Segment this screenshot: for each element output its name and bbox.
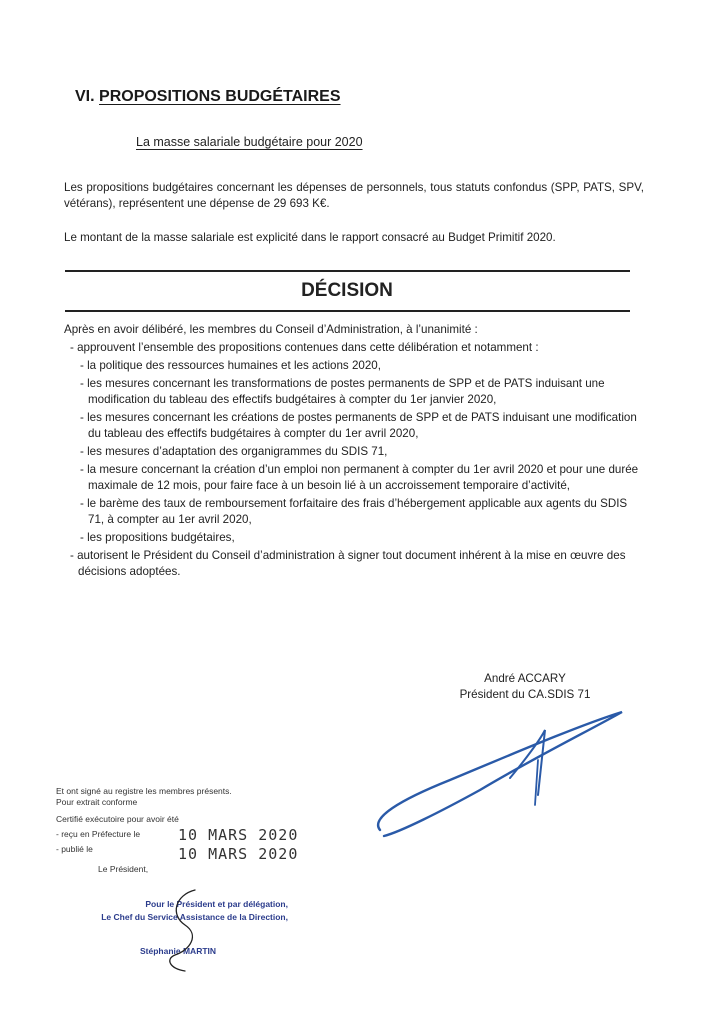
- delegation-line2: Le Chef du Service Assistance de la Direction,: [101, 912, 288, 922]
- decision-title: DÉCISION: [301, 280, 393, 301]
- cert-line2: Pour extrait conforme: [56, 797, 138, 807]
- list-item: - les mesures concernant les créations de postes permanents de SPP et de PATS induisant une modification du tableau des effectifs budgétaires à compter du 1er avril 2020,: [80, 411, 637, 440]
- divider-bottom: [65, 310, 630, 312]
- decision-approve: - approuvent l’ensemble des propositions contenues dans cette délibération et notamment :: [70, 341, 539, 354]
- section-heading: [75, 88, 341, 106]
- published-label: - publié le: [56, 844, 93, 854]
- divider-top: [65, 270, 630, 272]
- list-item: - les propositions budgétaires,: [80, 531, 235, 544]
- list-item: - les mesures d’adaptation des organigrammes du SDIS 71,: [80, 445, 388, 458]
- budget-paragraph: Les propositions budgétaires concernant les dépenses de personnels, tous statuts confondus (SPP, PATS, SPV, vétérans), représentent une dépense de 29 693 K€.: [64, 181, 644, 210]
- subtitle: La masse salariale budgétaire pour 2020: [136, 135, 363, 149]
- list-item: - le barème des taux de remboursement forfaitaire des frais d’hébergement applicable aux agents du SDIS 71, à compter au 1er avril 2020,: [80, 497, 628, 526]
- received-label: - reçu en Préfecture le: [56, 829, 141, 839]
- salary-paragraph: Le montant de la masse salariale est explicité dans le rapport consacré au Budget Primitif 2020.: [64, 231, 556, 244]
- delegate-signature: [160, 885, 210, 975]
- signatory-block: [440, 671, 610, 703]
- president-label: Le Président,: [98, 864, 149, 874]
- cert-line1: Et ont signé au registre les membres présents.: [56, 786, 232, 796]
- cert-line3: Certifié exécutoire pour avoir été: [56, 814, 179, 824]
- list-item: - la politique des ressources humaines et les actions 2020,: [80, 359, 381, 372]
- decision-body: [64, 322, 644, 580]
- list-item: - la mesure concernant la création d’un emploi non permanent à compter du 1er avril 2020 et pour une durée maximale de 12 mois, pour faire face à un besoin lié à un accroissement temporaire d’activité,: [80, 463, 639, 492]
- delegation-line1: Pour le Président et par délégation,: [145, 899, 288, 909]
- section-title: PROPOSITIONS BUDGÉTAIRES: [99, 88, 341, 105]
- section-number: VI.: [75, 88, 95, 105]
- delegation-name: Stéphanie MARTIN: [140, 946, 217, 956]
- signatory-name: André ACCARY: [484, 672, 566, 685]
- decision-intro: Après en avoir délibéré, les membres du Conseil d’Administration, à l’unanimité :: [64, 323, 478, 336]
- received-date-stamp: 10 MARS 2020: [178, 826, 299, 844]
- list-item: - les mesures concernant les transformations de postes permanents de SPP et de PATS induisant une modification du tableau des effectifs budgétaires à compter du 1er janvier 2020,: [80, 377, 605, 406]
- president-signature: [360, 700, 640, 850]
- decision-authorize: - autorisent le Président du Conseil d’administration à signer tout document inhérent à la mise en œuvre des décisions adoptées.: [70, 549, 626, 578]
- signatory-title: Président du CA.SDIS 71: [459, 688, 591, 701]
- published-date-stamp: 10 MARS 2020: [178, 845, 299, 863]
